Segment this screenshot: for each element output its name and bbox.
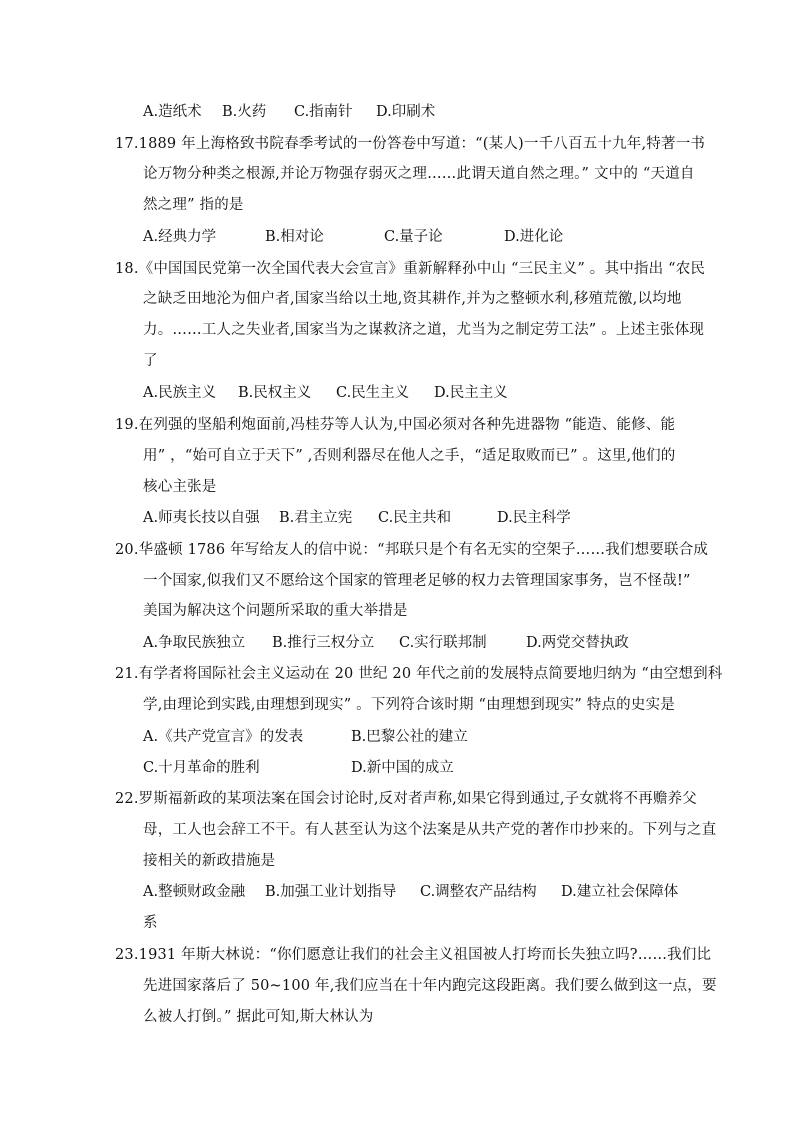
question-23-line-1: 23.1931 年斯大林说：“你们愿意让我们的社会主义祖国被人打垮而长失独立吗?……我们比 (115, 947, 712, 963)
question-22-line-1: 22.罗斯福新政的某项法案在国会讨论时,反对者声称,如果它得到通过,子女就将不再赡养父 (115, 791, 697, 807)
question-19-line-3: 核心主张是 (143, 479, 217, 495)
option-a: A.经典力学 (143, 229, 217, 245)
question-20-line-2: 一个国家,似我们又不愿给这个国家的管理老足够的权力去管理国家事务，岂不怪哉!” (143, 573, 691, 589)
question-21-line-1: 21.有学者将国际社会主义运动在 20 世纪 20 年代之前的发展特点简要地归纳为 “由空想到科 (115, 666, 723, 682)
option-b: B.巴黎公社的建立 (351, 729, 468, 745)
option-b: B.相对论 (265, 229, 324, 245)
option-d: D.两党交替执政 (526, 635, 629, 651)
question-19-line-1: 19.在列强的坚船利炮面前,冯桂芬等人认为,中国必须对各种先进器物 “能造、能修、能 (115, 417, 676, 433)
question-18-line-1: 18.《中国国民党第一次全国代表大会宣言》重新解释孙中山 “三民主义” 。其中指出 “农民 (115, 261, 706, 277)
option-a: A.《共产党宣言》的发表 (143, 729, 304, 745)
option-b: B.推行三权分立 (272, 635, 375, 651)
option-d: D.印刷术 (376, 104, 436, 120)
option-c: C.实行联邦制 (399, 635, 487, 651)
option-c: C.十月革命的胜利 (143, 760, 260, 776)
option-d: D.新中国的成立 (351, 760, 454, 776)
option-a: A.造纸术 (143, 104, 202, 120)
question-23-line-3: 么被人打倒。” 据此可知,斯大林认为 (143, 1009, 374, 1025)
option-d: D.建立社会保障体 (561, 884, 679, 900)
option-a: A.整顿财政金融 (143, 884, 246, 900)
question-20-line-3: 美国为解决这个问题所采取的重大举措是 (143, 603, 408, 619)
question-23-line-2: 先进国家落后了 50~100 年,我们应当在十年内跑完这段距离。我们要么做到这一点，要 (143, 978, 717, 994)
option-c: C.量子论 (384, 229, 443, 245)
option-b: B.君主立宪 (279, 510, 353, 526)
question-17-line-1: 17.1889 年上海格致书院春季考试的一份答卷中写道：“(某人)一千八百五十九年,特著一书 (115, 136, 706, 152)
question-17-line-2: 论万物分种类之根源,并论万物强存弱灭之理……此谓天道自然之理。” 文中的 “天道自 (143, 166, 695, 182)
option-b: B.火药 (222, 104, 267, 120)
option-d-continuation: 系 (143, 915, 158, 931)
option-b: B.民权主义 (238, 385, 312, 401)
question-19-line-2: 用” ，“始可自立于天下” ,否则利器尽在他人之手，“适足取败而已” 。这里,他们的 (143, 448, 676, 464)
option-a: A.师夷长技以自强 (143, 510, 260, 526)
option-d: D.民主主义 (434, 385, 508, 401)
option-a: A.民族主义 (143, 385, 217, 401)
option-b: B.加强工业计划指导 (265, 884, 397, 900)
option-c: C.指南针 (294, 104, 353, 120)
question-18-line-4: 了 (143, 353, 158, 369)
question-21-line-2: 学,由理论到实践,由理想到现实” 。下列符合该时期 “由理想到现实” 特点的史实是 (143, 697, 675, 713)
option-c: C.民生主义 (336, 385, 410, 401)
question-17-line-3: 然之理” 指的是 (143, 197, 244, 213)
option-c: C.调整农产品结构 (420, 884, 537, 900)
question-18-line-2: 之缺乏田地沦为佃户者,国家当给以土地,资其耕作,并为之整顿水利,移殖荒徼,以均地 (143, 291, 682, 307)
option-a: A.争取民族独立 (143, 635, 246, 651)
question-18-line-3: 力。……工人之失业者,国家当为之谋救济之道，尤当为之制定劳工法” 。上述主张体现 (143, 322, 705, 338)
question-22-line-2: 母，工人也会辞工不干。有人甚至认为这个法案是从共产党的著作巾抄来的。下列与之直 (143, 822, 717, 838)
question-20-line-1: 20.华盛顿 1786 年写给友人的信中说：“邦联只是个有名无实的空架子……我们想要联合成 (115, 542, 709, 558)
option-d: D.进化论 (504, 229, 564, 245)
option-c: C.民主共和 (378, 510, 452, 526)
question-22-line-3: 接相关的新政措施是 (143, 853, 276, 869)
option-d: D.民主科学 (497, 510, 571, 526)
